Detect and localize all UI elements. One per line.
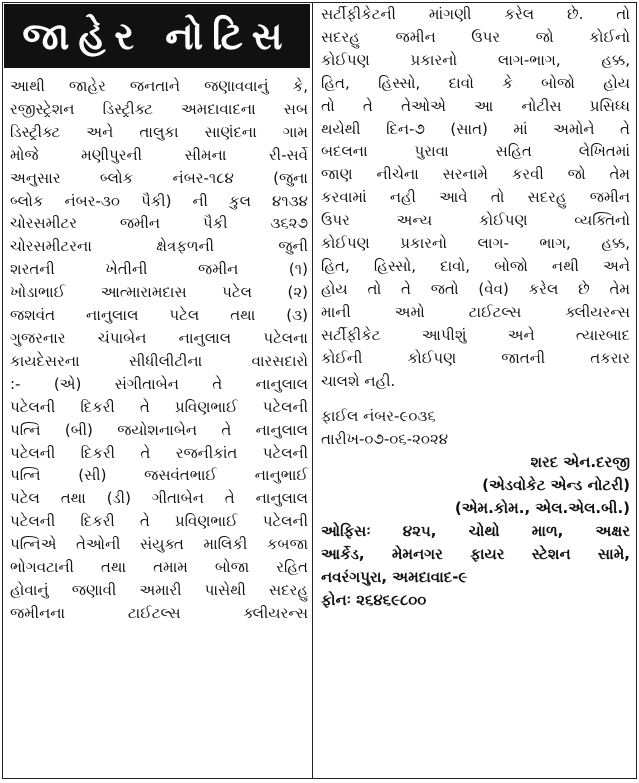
text-line: કોઈપણ પ્રકારનો લાગ-ભાગ, હક્ક, [321,50,630,69]
text-line: બ્લોક નંબર-૩૦ પૈકી) ની કુલ ૪૧૩૪ [10,191,308,210]
right-column [317,3,632,778]
phone-number: ફોનઃ ૨૬૪૬૯૮૦૦ [321,590,427,609]
text-line: કાયદેસરના સીધીલીટીના વારસદારો [10,351,308,370]
text-line: બદલના પુરાવા સહિત લેખિતમાં [321,142,630,161]
address-line: ઓફિસઃ ૪૨૫, ચોથો માળ, અક્ષર [321,521,630,540]
text-line: મોજે મણીપુરની સીમના રી-સર્વે [10,145,308,164]
text-line: કોઈની કોઈપણ જાતની તકરાર [321,348,630,367]
address-line: નવરંગપુરા, અમદાવાદ-૯ [321,567,468,586]
text-line: પત્નિ (બી) જયોશનાબેન તે નાનુલાલ [10,420,308,439]
text-line: કોઈપણ પ્રકારનો લાગ- ભાગ, હક્ક, [321,234,630,253]
left-column [3,3,312,778]
text-line: હિત, હિસ્સો, દાવો કે બોજો હોય [321,73,630,92]
text-line: પટેલની દિકરી તે રજનીકાંત પટેલની [10,443,308,462]
public-notice [2,2,637,779]
notice-title: જાહેર નોટિસ [4,4,310,68]
text-line: તો તે તેઓએ આ નોટીસ પ્રસિધ્ધ [321,96,630,115]
left-body-text [3,75,312,625]
text-line: કરવામાં નહી આવે તો સદરહુ જમીન [321,188,630,207]
text-line: રજીસ્ટ્રેશન ડિસ્ટ્રીક્ટ અમદાવાદના સબ [10,99,308,118]
signatory-degree: (એમ.કોમ., એલ.એલ.બી.) [454,499,630,518]
text-line: સર્ટીફીકેટની માંગણી કરેલ છે. તો [321,5,630,23]
text-line: પત્નિ (સી) જસવંતભાઈ નાનુભાઈ [10,466,308,485]
address-line: આર્કેડ, મેમનગર ફાયર સ્ટેશન સામે, [321,544,630,563]
file-number: ફાઈલ નંબર-૯૦૩૬ [321,407,436,426]
text-line: સર્ટીફીકેટ આપીશું અને ત્યારબાદ [321,325,630,344]
text-line: ચોરસમીટર જમીન પૈકી ૩૬૨૭ [10,214,308,233]
text-line: પટેલની દિકરી તે પ્રવિણભાઈ પટેલની [10,512,308,531]
text-line: પટેલ તથા (ડી) ગીતાબેન તે નાનુલાલ [10,489,308,508]
text-line: જશવંત નાનુલાલ પટેલ તથા (૩) [10,306,308,325]
text-line: થયેથી દિન-૭ (સાત) માં અમોને તે [321,119,630,138]
text-line: પત્નિએ તેઓની સંયુક્ત માલિકી કબજા [10,535,308,554]
text-line: :- (એ) સંગીતાબેન તે નાનુલાલ [10,374,308,393]
text-line: માની અમો ટાઈટલ્સ ક્લીયરન્સ [321,302,630,321]
signatory-name: શરદ એન.દરજી [530,453,630,472]
office-address [317,520,632,612]
right-body-text [317,3,632,392]
text-line: આથી જાહેર જનતાને જણાવવાનું કે, [10,77,308,95]
text-line: ડિસ્ટ્રીક્ટ અને તાલુકા સાણંદના ગામ [10,122,308,141]
text-line: સદરહુ જમીન ઉપર જો કોઈનો [321,27,630,46]
text-line: હોવાનું જણાવી અમારી પાસેથી સદરહુ [10,580,308,599]
text-line: ઉપર અન્ય કોઈપણ વ્યક્તિનો [321,211,630,230]
notice-meta [317,405,632,451]
text-line: હોય તો તે જતો (વેવ) કરેલ છે તેમ [321,279,630,298]
text-line: ચોરસમીટરના ક્ષેત્રફળની જુની [10,237,308,256]
text-line: શરતની ખેતીની જમીન (૧) [10,260,308,279]
signature-block [317,451,632,520]
text-line: ગુજરનાર ચંપાબેન નાનુલાલ પટેલના [10,328,308,347]
notice-date: તારીખ-૦૭-૦૬-૨૦૨૪ [321,430,449,449]
text-line: હિત, હિસ્સો, દાવો, બોજો નથી અને [321,256,630,275]
text-line: જાણ નીચેના સરનામે કરવી જો તેમ [321,165,630,184]
text-line: ચાલશે નહી. [321,371,396,390]
text-line: ભોગવટાની તથા તમામ બોજા રહિત [10,558,308,577]
text-line: અનુસાર બ્લોક નંબર-૧૮૪ (જુના [10,168,308,187]
text-line: જમીનના ટાઈટલ્સ ક્લીયરન્સ [10,603,308,622]
column-divider [312,3,313,778]
text-line: ખોડાભાઈ આત્મારામદાસ પટેલ (૨) [10,283,308,302]
text-line: પટેલની દિકરી તે પ્રવિણભાઈ પટેલની [10,397,308,416]
signatory-title: (એડવોકેટ એન્ડ નોટરી) [482,476,630,495]
